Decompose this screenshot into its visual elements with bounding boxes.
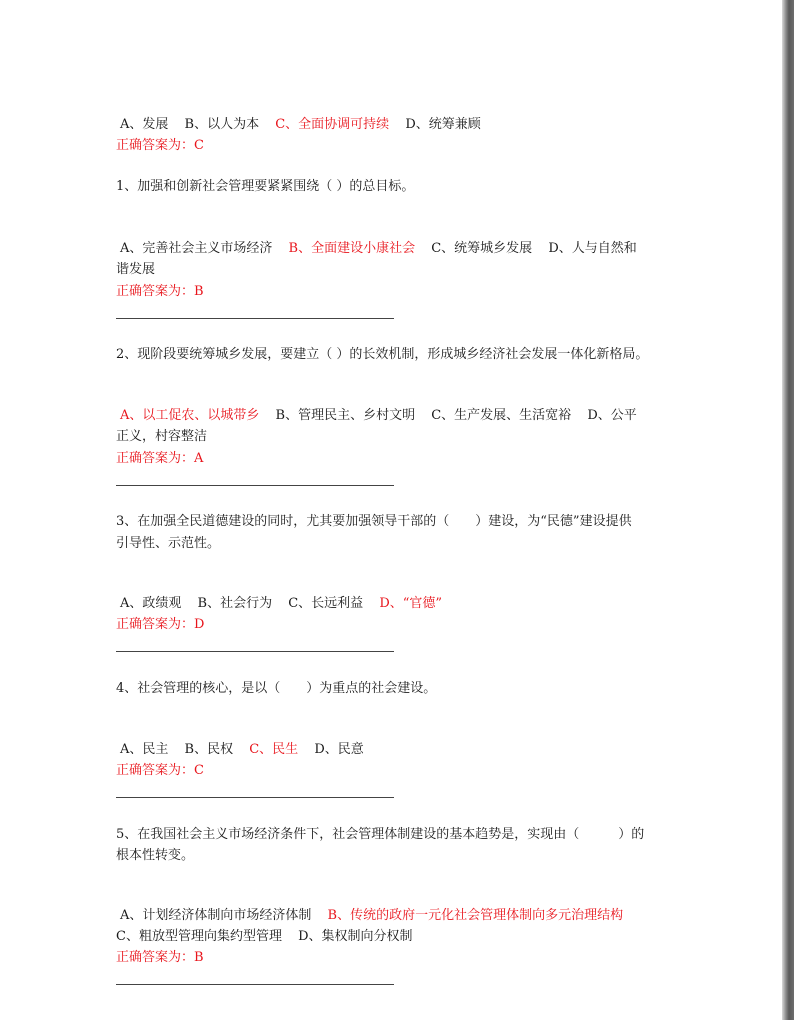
q1-answer: 正确答案为：B	[116, 284, 204, 299]
q2-question: 2、现阶段要统筹城乡发展，要建立（ ）的长效机制，形成城乡经济社会发展一体化新格局。	[116, 347, 649, 362]
q4-answer: 正确答案为：C	[116, 763, 204, 778]
page-edge-shadow	[782, 0, 794, 1020]
separator-line	[116, 984, 394, 985]
q1-option-d: D、人与自然和	[548, 241, 637, 256]
q4-option-a: A、民主	[120, 742, 169, 757]
q2-answer: 正确答案为：A	[116, 451, 204, 466]
q0-answer: 正确答案为：C	[116, 138, 204, 153]
q5-answer: 正确答案为：B	[116, 950, 204, 965]
q1-question: 1、加强和创新社会管理要紧紧围绕（ ）的总目标。	[116, 179, 415, 194]
q3-question: 3、在加强全民道德建设的同时，尤其要加强领导干部的（ ）建设，为“民德”建设提供	[116, 514, 632, 529]
separator-line	[116, 797, 394, 798]
q4-option-c: C、民生	[249, 742, 299, 757]
q5-question: 5、在我国社会主义市场经济条件下，社会管理体制建设的基本趋势是，实现由（ ）的	[116, 827, 645, 842]
separator-line	[116, 485, 394, 486]
q0-options	[120, 116, 481, 134]
q3-options	[120, 595, 442, 613]
q2-options	[120, 407, 637, 425]
q4-option-b: B、民权	[184, 742, 234, 757]
q3-option-b: B、社会行为	[197, 596, 273, 611]
q5-option-b: B、传统的政府一元化社会管理体制向多元治理结构	[327, 908, 624, 923]
q5-option-c: C、粗放型管理向集约型管理	[116, 929, 282, 944]
separator-line	[116, 651, 394, 652]
q1-option-a: A、完善社会主义市场经济	[120, 241, 273, 256]
q3-option-a: A、政绩观	[120, 596, 182, 611]
q1-options-continued: 谐发展	[116, 262, 156, 277]
q0-option-a: A、发展	[120, 117, 169, 132]
q5-question-continued: 根本性转变。	[116, 848, 195, 863]
q3-question-continued: 引导性、示范性。	[116, 536, 221, 551]
q3-option-c: C、长远利益	[288, 596, 364, 611]
separator-line	[116, 318, 394, 319]
q3-answer: 正确答案为：D	[116, 617, 205, 632]
q5-option-a: A、计划经济体制向市场经济体制	[120, 908, 312, 923]
q5-options-row2	[116, 928, 413, 946]
q2-option-c: C、生产发展、生活宽裕	[431, 408, 572, 423]
q2-options-continued: 正义，村容整洁	[116, 429, 208, 444]
q5-options	[120, 907, 623, 925]
q2-option-a: A、以工促农、以城带乡	[120, 408, 260, 423]
q2-option-d: D、公平	[587, 408, 637, 423]
q0-option-d: D、统筹兼顾	[405, 117, 481, 132]
q0-option-c: C、全面协调可持续	[275, 117, 390, 132]
q3-option-d: D、“官德”	[379, 596, 443, 611]
q4-option-d: D、民意	[314, 742, 364, 757]
q4-options	[120, 741, 364, 759]
q1-options	[120, 240, 637, 258]
q1-option-c: C、统筹城乡发展	[431, 241, 533, 256]
q1-option-b: B、全面建设小康社会	[288, 241, 416, 256]
q5-option-d: D、集权制向分权制	[298, 929, 413, 944]
q0-option-b: B、以人为本	[184, 117, 260, 132]
q2-option-b: B、管理民主、乡村文明	[275, 408, 416, 423]
q4-question: 4、社会管理的核心，是以（ ）为重点的社会建设。	[116, 681, 437, 696]
